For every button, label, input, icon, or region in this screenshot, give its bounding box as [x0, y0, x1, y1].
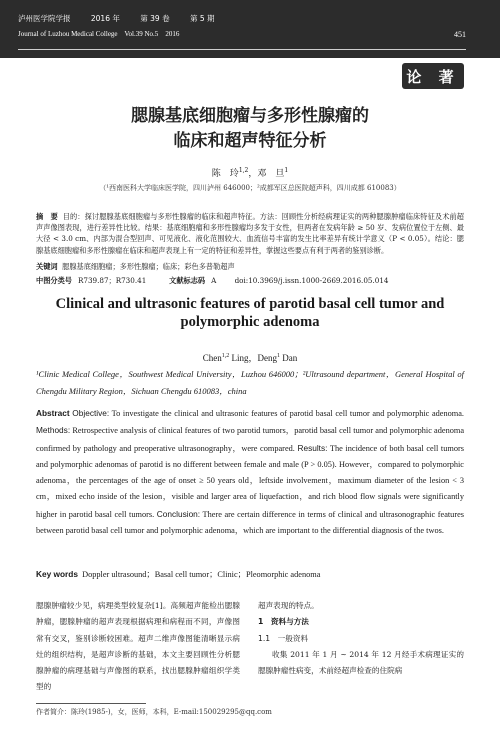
- doc-code-label: 文献标志码: [169, 276, 206, 285]
- cn-author-b: ，邓 旦: [248, 169, 285, 179]
- objective-text: To investigate the clinical and ultrasonic features of parotid basal cell tumor and polymorphic adenoma.: [111, 409, 464, 418]
- journal-vol-no: Vol.39 No.5: [124, 30, 159, 38]
- cn-classification: [36, 276, 464, 286]
- results-label: Results:: [297, 442, 328, 453]
- section-badge: 论 著: [402, 63, 464, 89]
- cn-keywords-text: 腮腺基底细胞瘤；多形性腺瘤；临床；彩色多普勒超声: [62, 262, 235, 271]
- cn-title-line2: 临床和超声特征分析: [173, 131, 327, 151]
- body-right-paragraph: 收集 2011 年 1 月 ~ 2014 年 12 月经手术病理证实的腮腺肿瘤性病变，术前经超声检查的住院病: [258, 649, 464, 676]
- en-keywords-text: Doppler ultrasound；Basal cell tumor；Clinic；Pleomorphic adenoma: [82, 570, 321, 579]
- page-number: 451: [454, 30, 466, 39]
- header-divider: [18, 49, 466, 50]
- cn-abstract-label: 摘 要: [36, 212, 58, 221]
- cn-author-a-sup: 1,2: [238, 167, 249, 174]
- en-author-b-sup: 1: [277, 353, 280, 359]
- journal-year: 2016 年: [90, 14, 120, 23]
- objective-label: Objective:: [72, 408, 110, 418]
- en-author-a-sup: 1,2: [221, 353, 230, 359]
- section-heading: 1 资料与方法: [258, 617, 309, 627]
- en-abstract-label: Abstract: [36, 408, 70, 418]
- en-title-line1: Clinical and ultrasonic features of parotid basal cell tumor and: [55, 296, 445, 312]
- cn-keywords: [36, 262, 464, 272]
- body-right-column: [258, 598, 464, 679]
- body-left-text: 腮腺肿瘤较少见，病理类型较复杂[1]。高频超声能检出腮腺肿瘤，腮腺肿瘤的超声表现根据病理和病程而不同，声像图常有交叉，鉴别诊断较困难。超声二维声像图能清晰显示病灶的组织结构，是超声诊断的基础，本文主要回顾性分析腮腺肿瘤的病理基础与声像图的联系，找出腮腺肿瘤组织学类型的: [36, 601, 240, 692]
- cn-abstract: [36, 211, 464, 256]
- doc-code-value: A: [211, 276, 217, 285]
- en-author-a: Chen: [202, 353, 222, 363]
- en-author-b: Ling，Deng: [229, 353, 277, 363]
- cn-title-line1: 腮腺基底细胞瘤与多形性腺瘤的: [131, 106, 369, 126]
- body-left-column: [36, 598, 240, 696]
- results-text: The incidence of both basal cell tumors and polymorphic adenomas of parotid is no different between female and male (P > 0.05). However，compared to polymorphic adenoma，the percentages of the age of onset ≥ 50 years old，leftside involvement，maximum diameter of the lesion < 3 cm，mixed echo inside of the lesion，visible and larger area of liquefaction，and rich blood flow signals were significantly higher in parotid basal cell tumors.: [36, 443, 464, 519]
- journal-issue: 第 5 期: [189, 14, 215, 23]
- clc-label: 中图分类号: [36, 276, 72, 285]
- cn-authors: [0, 166, 500, 179]
- en-abstract: [36, 405, 464, 539]
- journal-en-line: [18, 30, 179, 38]
- en-keywords-label: Key words: [36, 569, 78, 579]
- subsection-heading: 1.1 一般资料: [258, 633, 309, 643]
- conclusion-text: There are certain difference in terms of clinical and ultrasonographic features between parotid basal cell tumor and polymorphic adenoma，which are important to the differential diagnosis of the twos.: [36, 509, 464, 536]
- en-author-c: Dan: [280, 353, 298, 363]
- footnote-divider: [36, 703, 146, 704]
- conclusion-label: Conclusion:: [156, 508, 201, 519]
- cn-abstract-text: 目的：探讨腮腺基底细胞瘤与多形性腺瘤的临床和超声特征。方法：回顾性分析经病理证实的两种腮腺肿瘤临床特征及术前超声声像图表现，进行差异性比较。结果：基底细胞瘤和多形性腺瘤均多发于女性，但两者在发病年龄 ≥ 50 岁、发病位置位于左侧、最大径 < 3.0 cm、内部为混合型回声、可见液化、液化范围较大、血流信号丰富的发生比率差异有统计学意义（P < 0.05）。结论：腮腺基底细胞瘤和多形性腺瘤在临床和超声表现上有一定的特征和差异性，掌握这些要点有利于两者的鉴别诊断。: [36, 212, 464, 255]
- doi: doi:10.3969/j.issn.1000-2669.2016.05.014: [234, 276, 389, 285]
- journal-year-en: 2016: [165, 30, 180, 38]
- cn-author-a: 陈 玲: [211, 169, 239, 179]
- en-title-line2: polymorphic adenoma: [180, 314, 320, 330]
- cn-keywords-label: 关键词: [36, 262, 58, 271]
- cn-affiliation: （¹西南医科大学临床医学院，四川泸州 646000；²成都军区总医院超声科，四川成都 610083）: [99, 184, 401, 192]
- journal-en-name: Journal of Luzhou Medical College: [18, 30, 118, 38]
- en-authors: [0, 351, 500, 364]
- journal-cn-line: [18, 13, 233, 24]
- author-footnote: 作者简介：陈玲(1985-)，女，医师，本科，E-mail:150029295@qq.com: [36, 708, 272, 716]
- methods-text: Retrospective analysis of clinical features of two parotid tumors，parotid basal cell tumor and polymorphic adenoma confirmed by pathology and preoperative ultrasonography，were compared.: [36, 426, 465, 453]
- cn-author-b-sup: 1: [284, 167, 289, 174]
- en-affiliation: ¹Clinic Medical College，Southwest Medical University，Luzhou 646000；²Ultrasound department，General Hospital of Chengdu Military Region，Sichuan Chengdu 610083，china: [36, 369, 464, 396]
- methods-label: Methods:: [36, 425, 71, 436]
- en-keywords: [36, 568, 464, 580]
- journal-cn-name: 泸州医学院学报: [18, 14, 71, 23]
- clc-value: R739.87；R730.41: [77, 276, 147, 285]
- journal-volume: 第 39 卷: [140, 14, 170, 23]
- journal-header: [0, 0, 500, 58]
- body-right-intro: 超声表现的特点。: [258, 601, 319, 610]
